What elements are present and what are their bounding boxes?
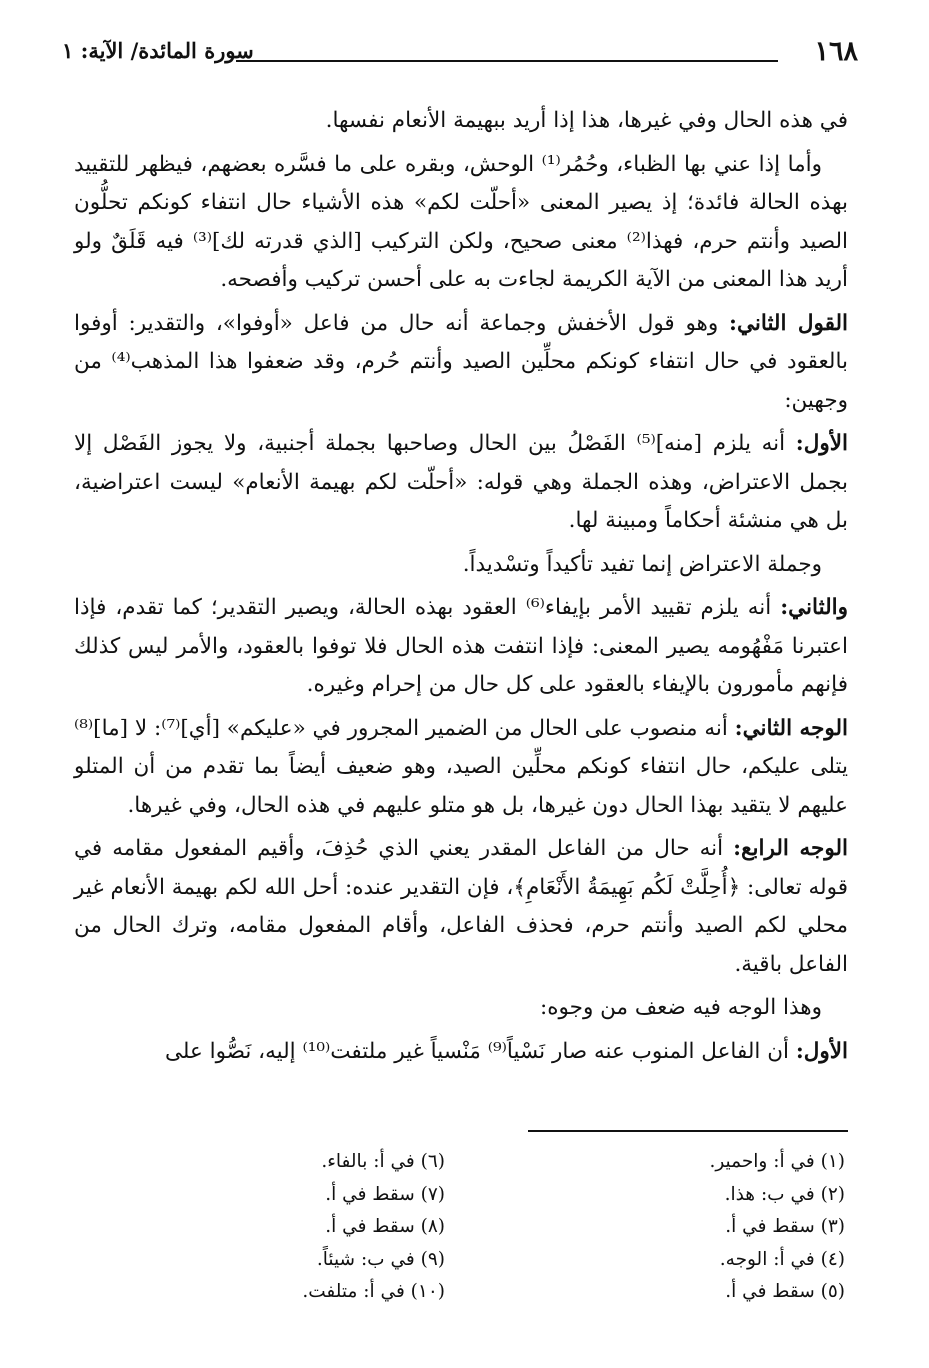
footnote: (٦) في أ: بالفاء.	[321, 1151, 445, 1172]
paragraph-label: والثاني:	[780, 595, 848, 620]
paragraph	[74, 146, 848, 300]
paragraph-text: أنه يلزم تقييد الأمر بإيفاء⁽⁶⁾ العقود بهذه الحالة، ويصير التقدير؛ كما تقدم، فإذا اعتبرنا مَفْهُومه يصير المعنى: فإذا انتفت هذه الحال فلا توفوا بالعقود، والأمر ليس كذلك فإنهم مأمورون بالإيفاء بالعقود على كل حال من إحرام وغيره.	[74, 595, 848, 697]
footnotes-left-column	[302, 1146, 445, 1309]
paragraph	[74, 989, 848, 1028]
page-header	[62, 36, 858, 76]
running-title: سورة المائدة/ الآية: ١	[62, 38, 254, 63]
footnote: (٧) سقط في أ.	[325, 1183, 445, 1205]
footnote: (٥) سقط في أ.	[725, 1281, 845, 1302]
paragraph-text: أنه منصوب على الحال من الضمير المجرور في «عليكم» [أي]⁽⁷⁾: لا [ما]⁽⁸⁾ يتلى عليكم، حال انتفاء كونكم محلِّين الصيد، وهو ضعيف أيضاً بما تقدم من أن المتلو عليهم لا يتقيد بهذا الحال دون غيرها، بل هو متلو عليهم في هذه الحال، وفي غيرها.	[74, 715, 848, 818]
paragraph	[74, 546, 848, 585]
paragraph-text: أن الفاعل المنوب عنه صار نَسْياً⁽⁹⁾ مَنْسياً غير ملتفت⁽¹⁰⁾ إليه، نَصُّوا على	[164, 1038, 789, 1064]
paragraph	[74, 710, 848, 826]
footnote: (٩) في ب: شيئاً.	[316, 1248, 445, 1270]
footnote: (٤) في أ: الوجه.	[719, 1248, 845, 1270]
footnote-separator	[528, 1130, 848, 1132]
paragraph-label: الأول:	[795, 431, 848, 456]
paragraph	[74, 305, 848, 421]
paragraph	[74, 1033, 848, 1072]
page-number: ١٦٨	[814, 36, 858, 67]
paragraph	[74, 589, 848, 705]
paragraph-label: الوجه الرابع:	[733, 836, 848, 861]
paragraph-text: أنه حال من الفاعل المقدر يعني الذي حُذِفَ، وأقيم المفعول مقامه في قوله تعالى: ﴿أُحِلَّتْ لَكُم بَهِيمَةُ الأَنْعَامِ﴾، فإن التقدير عنده: أحل الله لكم بهيمة الأنعام غير محلي لكم الصيد وأنتم حرم، فحذف الفاعل، وأقام المفعول مقامه، وترك الحال من الفاعل باقية.	[74, 836, 848, 977]
main-text	[74, 102, 848, 1076]
footnotes-right-column	[709, 1146, 845, 1309]
footnote: (١٠) في أ: متلفت.	[302, 1281, 445, 1302]
paragraph-label: الأول:	[795, 1038, 848, 1064]
footnote: (٢) في ب: هذا.	[724, 1183, 845, 1205]
paragraph-text: وأما إذا عني بها الظباء، وحُمُر⁽¹⁾ الوحش، وبقره على ما فسَّره بعضهم، فيظهر للتقييد بهذه الحالة فائدة؛ إذ يصير المعنى «أحلّت لكم» هذه الأشياء حال انتفاء كونكم تحلُّون الصيد وأنتم حرم، فهذا⁽²⁾ معنى صحيح، ولكن التركيب [الذي قدرته لك]⁽³⁾ فيه قَلَقٌ ولو أريد هذا المعنى من الآية الكريمة لجاءت به على أحسن تركيب وأفصحه.	[74, 151, 848, 292]
footnote: (٨) سقط في أ.	[325, 1216, 445, 1237]
paragraph-label: الوجه الثاني:	[734, 715, 848, 741]
paragraph-text: في هذه الحال وفي غيرها، هذا إذا أريد ببهيمة الأنعام نفسها.	[325, 108, 848, 133]
footnote: (٣) سقط في أ.	[725, 1216, 845, 1237]
header-rule	[236, 60, 778, 62]
paragraph	[74, 102, 848, 141]
footnote: (١) في أ: واحمير.	[709, 1151, 845, 1172]
paragraph	[74, 830, 848, 984]
paragraph	[74, 425, 848, 541]
paragraph-text: أنه يلزم [منه]⁽⁵⁾ الفَصْلُ بين الحال وصاحبها بجملة أجنبية، ولا يجوز الفَصْل إلا بجمل الاعتراض، وهذه الجملة وهي قوله: «أحلّت لكم بهيمة الأنعام» ليست اعتراضية، بل هي منشئة أحكاماً ومبينة لها.	[74, 431, 848, 533]
paragraph-text: وجملة الاعتراض إنما تفيد تأكيداً وتسْديداً.	[462, 551, 822, 577]
paragraph-text: وهو قول الأخفش وجماعة أنه حال من فاعل «أوفوا»، والتقدير: أوفوا بالعقود في حال انتفاء كونكم محلِّين الصيد وأنتم حُرم، وقد ضعفوا هذا المذهب⁽⁴⁾ من وجهين:	[74, 310, 849, 413]
paragraph-text: وهذا الوجه فيه ضعف من وجوه:	[540, 995, 822, 1020]
paragraph-label: القول الثاني:	[729, 310, 848, 336]
